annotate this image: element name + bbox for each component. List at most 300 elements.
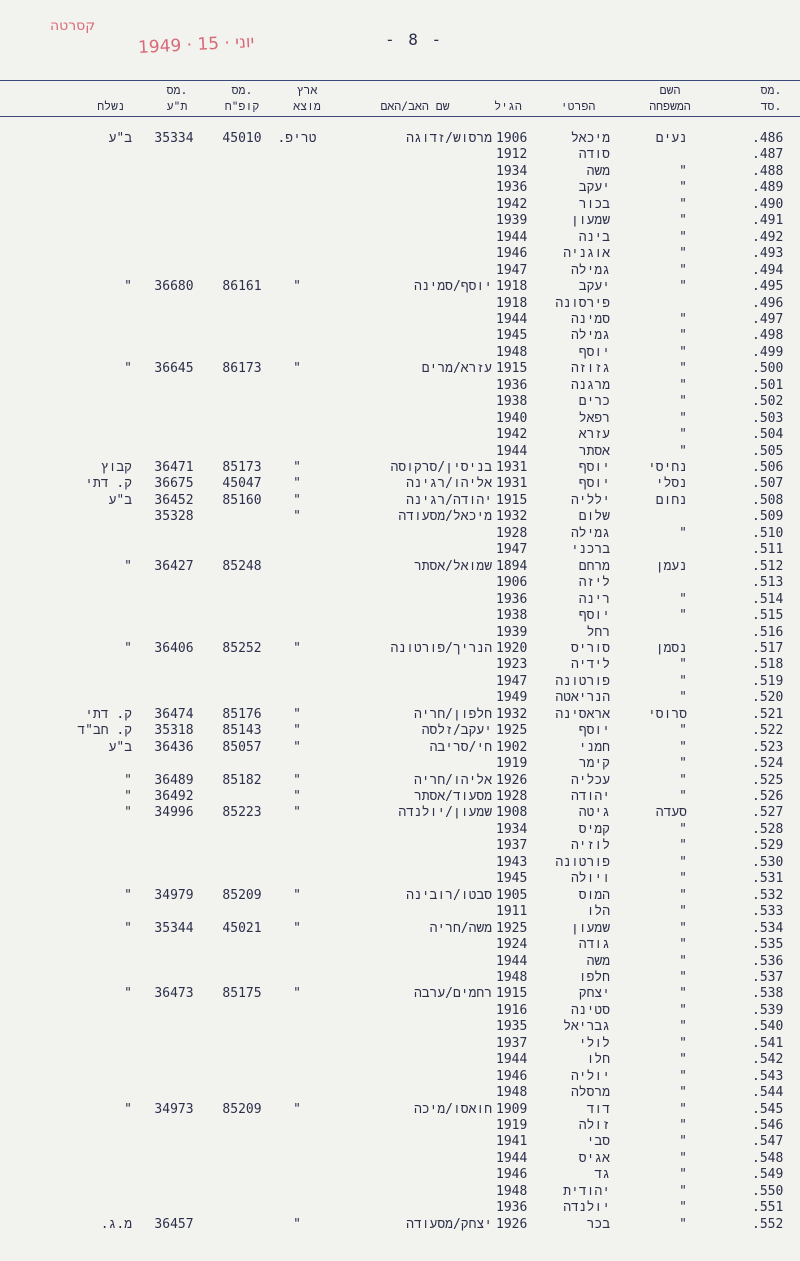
tea-number: 35318 (154, 723, 194, 739)
birth-year: 1928 (496, 525, 528, 541)
tea-number: 36452 (154, 492, 194, 508)
birth-year: 1944 (496, 311, 528, 327)
birth-year: 1915 (496, 986, 528, 1002)
table-row (0, 279, 800, 296)
first-name: רחל (586, 624, 610, 640)
table-row (0, 1052, 800, 1069)
kupah-number: 85176 (222, 706, 262, 722)
row-no: .489 (752, 180, 784, 196)
first-name: יהודה (570, 789, 610, 804)
birth-year: 1944 (496, 953, 528, 969)
birth-year: 1938 (496, 608, 528, 624)
family-name: " (679, 1216, 687, 1232)
country-of-origin: " (293, 476, 301, 492)
first-name: בכר (586, 1216, 610, 1232)
first-name: יעקב (578, 180, 610, 196)
table-row (0, 723, 800, 740)
birth-year: 1926 (496, 1216, 528, 1232)
table-row (0, 542, 800, 559)
table-row (0, 427, 800, 444)
top-rule (0, 80, 800, 81)
row-no: .486 (752, 131, 784, 146)
row-no: .545 (752, 1101, 784, 1117)
table-row (0, 805, 800, 822)
sent-to: " (124, 789, 132, 804)
first-name: לוזיה (570, 838, 610, 854)
parents-names: חואסו/מיכה (413, 1101, 492, 1117)
first-name: שמעון (570, 213, 610, 229)
parents-names: מרסוש/זדוגה (406, 131, 492, 146)
first-name: יוסף (578, 460, 610, 475)
first-name: מרסלה (570, 1085, 610, 1101)
first-name: אגיס (578, 1150, 610, 1166)
row-no: .532 (752, 887, 784, 903)
row-no: .511 (752, 542, 784, 558)
family-name: נעמן (655, 558, 687, 574)
family-name: " (679, 1200, 687, 1216)
family-name: " (679, 1167, 687, 1183)
row-no: .505 (752, 443, 784, 459)
row-no: .498 (752, 328, 784, 344)
table-row (0, 1151, 800, 1168)
birth-year: 1926 (496, 772, 528, 788)
table-row (0, 213, 800, 230)
family-name: " (679, 246, 687, 262)
family-name: נחיסי (647, 460, 687, 475)
kupah-number: 85223 (222, 805, 262, 821)
parents-names: אליהו/רגינה (406, 476, 492, 492)
table-row (0, 1003, 800, 1020)
birth-year: 1918 (496, 279, 528, 295)
row-no: .549 (752, 1167, 784, 1183)
first-name: גיטה (578, 805, 610, 821)
row-no: .513 (752, 575, 784, 591)
row-no: .526 (752, 789, 784, 804)
family-name: " (679, 344, 687, 360)
birth-year: 1935 (496, 1019, 528, 1035)
sent-to: מ.ג. (100, 1216, 132, 1232)
birth-year: 1941 (496, 1134, 528, 1150)
birth-year: 1945 (496, 871, 528, 887)
header-first: הפרטי (560, 99, 596, 113)
tea-number: 36645 (154, 361, 194, 377)
family-name: " (679, 427, 687, 443)
table-row (0, 575, 800, 592)
first-name: דוד (586, 1101, 610, 1117)
table-row (0, 937, 800, 954)
birth-year: 1936 (496, 180, 528, 196)
family-name: " (679, 887, 687, 903)
header-family: השם המשפחה (649, 83, 691, 113)
parents-names: מיכאל/מסעודה (398, 509, 492, 525)
tea-number: 35344 (154, 920, 194, 936)
first-name: ברכני (570, 542, 610, 558)
country-of-origin: " (293, 920, 301, 936)
birth-year: 1937 (496, 838, 528, 854)
row-no: .533 (752, 904, 784, 920)
table-row (0, 1118, 800, 1135)
table-row (0, 164, 800, 181)
birth-year: 1894 (496, 558, 528, 574)
table-row (0, 740, 800, 757)
table-row (0, 641, 800, 658)
family-name: " (679, 229, 687, 245)
first-name: לידיה (570, 657, 610, 673)
sent-to: " (124, 887, 132, 903)
country-of-origin: " (293, 723, 301, 739)
tea-number: 36680 (154, 279, 194, 295)
country-of-origin: " (293, 640, 301, 656)
stamp-text: קסרטה (50, 18, 96, 34)
first-name: שלום (578, 509, 610, 525)
row-no: .521 (752, 706, 784, 722)
table-row (0, 855, 800, 872)
table-row (0, 1134, 800, 1151)
family-name: " (679, 1035, 687, 1051)
first-name: משה (586, 953, 610, 969)
table-row (0, 444, 800, 461)
kupah-number: 85182 (222, 772, 262, 788)
first-name: ליזה (578, 575, 610, 591)
kupah-number: 85252 (222, 640, 262, 656)
page-number: - 8 - (385, 30, 444, 49)
kupah-number: 85173 (222, 460, 262, 475)
first-name: פירסונה (555, 295, 610, 311)
row-no: .541 (752, 1035, 784, 1051)
parents-names: שמעון/יולנדה (398, 805, 492, 821)
family-name: " (679, 854, 687, 870)
first-name: סמינה (570, 311, 610, 327)
parents-names: משה/חריה (429, 920, 492, 936)
birth-year: 1947 (496, 262, 528, 278)
first-name: מיכאל (570, 131, 610, 146)
birth-year: 1942 (496, 427, 528, 443)
birth-year: 1906 (496, 575, 528, 591)
table-row (0, 1200, 800, 1217)
birth-year: 1948 (496, 1183, 528, 1199)
row-no: .530 (752, 854, 784, 870)
sent-to: " (124, 920, 132, 936)
first-name: עכליה (570, 772, 610, 788)
first-name: גמילה (570, 525, 610, 541)
first-name: יהודית (563, 1183, 610, 1199)
birth-year: 1949 (496, 690, 528, 706)
table-row (0, 822, 800, 839)
row-no: .506 (752, 460, 784, 475)
birth-year: 1936 (496, 1200, 528, 1216)
family-name: סרוסי (647, 706, 687, 722)
sent-to: ב"ע (108, 131, 132, 146)
birth-year: 1932 (496, 509, 528, 525)
kupah-number: 85175 (222, 986, 262, 1002)
parents-names: הנריך/פורטונה (390, 640, 492, 656)
parents-names: יעקב/זלסה (421, 723, 492, 739)
row-no: .500 (752, 361, 784, 377)
table-row (0, 707, 800, 724)
row-no: .490 (752, 196, 784, 212)
birth-year: 1912 (496, 147, 528, 163)
birth-year: 1915 (496, 361, 528, 377)
birth-year: 1911 (496, 904, 528, 920)
birth-year: 1934 (496, 821, 528, 837)
family-name: " (679, 443, 687, 459)
table-row (0, 1102, 800, 1119)
first-name: סוריס (570, 640, 610, 656)
header-age: הגיל (494, 99, 522, 113)
family-name: " (679, 821, 687, 837)
birth-year: 1918 (496, 295, 528, 311)
kupah-number: 45021 (222, 920, 262, 936)
first-name: זולה (578, 1118, 610, 1133)
row-no: .535 (752, 937, 784, 953)
table-row (0, 246, 800, 263)
table-row (0, 361, 800, 378)
table-row (0, 263, 800, 280)
birth-year: 1915 (496, 492, 528, 508)
kupah-number: 45047 (222, 476, 262, 492)
row-no: .508 (752, 492, 784, 508)
family-name: " (679, 1118, 687, 1133)
header-rule (0, 116, 800, 117)
birth-year: 1936 (496, 377, 528, 393)
first-name: רפאל (578, 410, 610, 426)
first-name: מרחם (578, 558, 610, 574)
parents-names: עזרא/מרים (421, 361, 492, 377)
row-no: .514 (752, 591, 784, 607)
table-row (0, 1217, 800, 1234)
row-no: .503 (752, 410, 784, 426)
table-row (0, 674, 800, 691)
row-no: .544 (752, 1085, 784, 1101)
row-no: .552 (752, 1216, 784, 1232)
parents-names: שמואל/אסתר (413, 558, 492, 574)
row-no: .529 (752, 838, 784, 854)
sent-to: " (124, 640, 132, 656)
country-of-origin: " (293, 986, 301, 1002)
family-name: " (679, 953, 687, 969)
tea-number: 36457 (154, 1216, 194, 1232)
birth-year: 1945 (496, 328, 528, 344)
family-name: נסמן (655, 640, 687, 656)
tea-number: 36489 (154, 772, 194, 788)
first-name: משה (586, 163, 610, 179)
country-of-origin: " (293, 706, 301, 722)
table-row (0, 954, 800, 971)
sent-to: " (124, 1101, 132, 1117)
first-name: כרים (578, 394, 610, 410)
birth-year: 1902 (496, 739, 528, 755)
birth-year: 1936 (496, 591, 528, 607)
country-of-origin: " (293, 361, 301, 377)
table-row (0, 378, 800, 395)
family-name: " (679, 986, 687, 1002)
table-row (0, 1069, 800, 1086)
table-row (0, 756, 800, 773)
first-name: קימר (578, 756, 610, 772)
family-name: " (679, 969, 687, 985)
family-name: " (679, 262, 687, 278)
table-row (0, 411, 800, 428)
first-name: ילליה (570, 492, 610, 508)
birth-year: 1909 (496, 1101, 528, 1117)
row-no: .494 (752, 262, 784, 278)
family-name: נעים (655, 131, 687, 146)
birth-year: 1925 (496, 920, 528, 936)
row-no: .527 (752, 805, 784, 821)
row-no: .542 (752, 1052, 784, 1068)
country-of-origin: " (293, 772, 301, 788)
row-no: .547 (752, 1134, 784, 1150)
row-no: .531 (752, 871, 784, 887)
birth-year: 1946 (496, 1068, 528, 1084)
family-name: " (679, 1002, 687, 1018)
country-of-origin: " (293, 739, 301, 755)
country-of-origin: " (293, 509, 301, 525)
table-row (0, 460, 800, 477)
family-name: " (679, 756, 687, 772)
parents-names: יוסף/סמינה (413, 279, 492, 295)
birth-year: 1928 (496, 789, 528, 804)
family-name: " (679, 1052, 687, 1068)
country-of-origin: " (293, 887, 301, 903)
sent-to: קבוץ (100, 460, 132, 475)
tea-number: 34973 (154, 1101, 194, 1117)
table-row (0, 476, 800, 493)
family-name: " (679, 739, 687, 755)
row-no: .510 (752, 525, 784, 541)
family-name: " (679, 608, 687, 624)
kupah-number: 85248 (222, 558, 262, 574)
country-of-origin: " (293, 492, 301, 508)
table-row (0, 526, 800, 543)
row-no: .539 (752, 1002, 784, 1018)
parents-names: סבטו/רובינה (406, 887, 492, 903)
first-name: שמעון (570, 920, 610, 936)
row-no: .540 (752, 1019, 784, 1035)
table-row (0, 888, 800, 905)
tea-number: 34996 (154, 805, 194, 821)
first-name: לולי (578, 1035, 610, 1051)
parents-names: יהודה/רגינה (406, 492, 492, 508)
row-no: .493 (752, 246, 784, 262)
first-name: גבריאל (563, 1019, 610, 1035)
birth-year: 1923 (496, 657, 528, 673)
first-name: עזרא (578, 427, 610, 443)
family-name: " (679, 789, 687, 804)
country-of-origin: " (293, 805, 301, 821)
sent-to: " (124, 805, 132, 821)
header-country: ארץ מוצא (293, 83, 321, 113)
first-name: סודה (578, 147, 610, 163)
birth-year: 1924 (496, 937, 528, 953)
country-of-origin: " (293, 1216, 301, 1232)
row-no: .492 (752, 229, 784, 245)
birth-year: 1937 (496, 1035, 528, 1051)
family-name: " (679, 311, 687, 327)
table-row (0, 773, 800, 790)
first-name: יוליה (570, 1068, 610, 1084)
row-no: .551 (752, 1200, 784, 1216)
tea-number: 36471 (154, 460, 194, 475)
header-kupah: מס. קופ"ח (224, 83, 260, 113)
table-row (0, 838, 800, 855)
row-no: .496 (752, 295, 784, 311)
family-name: " (679, 525, 687, 541)
row-no: .488 (752, 163, 784, 179)
table-row (0, 328, 800, 345)
first-name: אוגניה (563, 246, 610, 262)
family-name: " (679, 279, 687, 295)
first-name: סטינה (570, 1002, 610, 1018)
family-name: " (679, 772, 687, 788)
first-name: סבי (586, 1134, 610, 1150)
family-name: " (679, 904, 687, 920)
parents-names: יצחק/מסעודה (406, 1216, 492, 1232)
parents-names: בניסין/סרקוסה (390, 460, 492, 475)
first-name: יוסף (578, 608, 610, 624)
first-name: אראסינה (555, 706, 610, 722)
first-name: גזוזה (570, 361, 610, 377)
family-name: סעדה (655, 805, 687, 821)
first-name: יוסף (578, 723, 610, 739)
tea-number: 36492 (154, 789, 194, 804)
birth-year: 1943 (496, 854, 528, 870)
table-row (0, 509, 800, 526)
birth-year: 1905 (496, 887, 528, 903)
country-of-origin: " (293, 789, 301, 804)
table-row (0, 147, 800, 164)
country-of-origin: " (293, 279, 301, 295)
row-no: .512 (752, 558, 784, 574)
row-no: .518 (752, 657, 784, 673)
table-row (0, 1167, 800, 1184)
tea-number: 34979 (154, 887, 194, 903)
row-no: .536 (752, 953, 784, 969)
birth-year: 1916 (496, 1002, 528, 1018)
birth-year: 1947 (496, 542, 528, 558)
table-row (0, 904, 800, 921)
family-name: " (679, 328, 687, 344)
first-name: ויולה (570, 871, 610, 887)
first-name: חלו (586, 1052, 610, 1068)
row-no: .548 (752, 1150, 784, 1166)
tea-number: 35334 (154, 131, 194, 146)
table-row (0, 608, 800, 625)
family-name: " (679, 1101, 687, 1117)
table-row (0, 789, 800, 806)
row-no: .534 (752, 920, 784, 936)
first-name: יולנדה (563, 1200, 610, 1216)
row-no: .520 (752, 690, 784, 706)
row-no: .499 (752, 344, 784, 360)
row-no: .495 (752, 279, 784, 295)
birth-year: 1942 (496, 196, 528, 212)
table-row (0, 312, 800, 329)
first-name: הלו (586, 904, 610, 920)
table-row (0, 559, 800, 576)
row-no: .497 (752, 311, 784, 327)
row-no: .509 (752, 509, 784, 525)
row-no: .501 (752, 377, 784, 393)
birth-year: 1940 (496, 410, 528, 426)
birth-year: 1925 (496, 723, 528, 739)
birth-year: 1946 (496, 246, 528, 262)
table-row (0, 970, 800, 987)
tea-number: 36406 (154, 640, 194, 656)
family-name: " (679, 591, 687, 607)
tea-number: 36427 (154, 558, 194, 574)
row-no: .515 (752, 608, 784, 624)
